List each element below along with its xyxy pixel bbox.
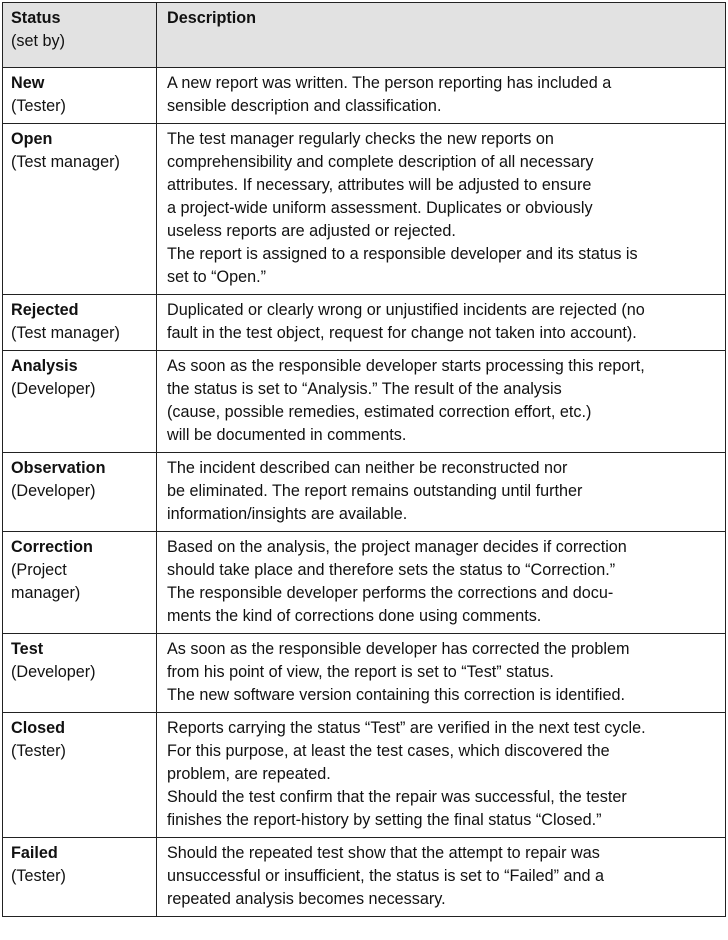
description-line: sensible description and classification. xyxy=(167,97,442,115)
description-line: Should the repeated test show that the attempt to repair was xyxy=(167,844,600,862)
description-line: be eliminated. The report remains outstanding until further xyxy=(167,482,583,500)
status-cell xyxy=(3,351,157,453)
description-cell xyxy=(157,713,726,838)
status-set-by: (Tester) xyxy=(11,97,66,115)
description-line: The report is assigned to a responsible developer and its status is xyxy=(167,245,638,263)
status-name: Analysis xyxy=(11,357,78,375)
status-set-by: (Tester) xyxy=(11,867,66,885)
description-line: ments the kind of corrections done using comments. xyxy=(167,607,542,625)
status-set-by: (Test manager) xyxy=(11,324,120,342)
description-line: problem, are repeated. xyxy=(167,765,331,783)
description-line: The incident described can neither be reconstructed nor xyxy=(167,459,568,477)
status-cell xyxy=(3,713,157,838)
table-body xyxy=(3,68,726,917)
status-cell xyxy=(3,295,157,351)
table-row xyxy=(3,532,726,634)
header-status-sub: (set by) xyxy=(11,32,65,50)
status-set-by: (Tester) xyxy=(11,742,66,760)
header-description-label: Description xyxy=(167,9,257,27)
status-cell xyxy=(3,453,157,532)
description-line: from his point of view, the report is set to “Test” status. xyxy=(167,663,554,681)
description-cell xyxy=(157,634,726,713)
status-name: Observation xyxy=(11,459,106,477)
table-row xyxy=(3,634,726,713)
description-line: information/insights are available. xyxy=(167,505,408,523)
description-cell xyxy=(157,295,726,351)
description-line: should take place and therefore sets the status to “Correction.” xyxy=(167,561,616,579)
table-row xyxy=(3,838,726,917)
description-line: Based on the analysis, the project manager decides if correction xyxy=(167,538,627,556)
table-row xyxy=(3,351,726,453)
table-row xyxy=(3,124,726,295)
description-line: useless reports are adjusted or rejected. xyxy=(167,222,456,240)
description-line: As soon as the responsible developer starts processing this report, xyxy=(167,357,645,375)
status-cell xyxy=(3,124,157,295)
description-line: the status is set to “Analysis.” The result of the analysis xyxy=(167,380,562,398)
description-cell xyxy=(157,68,726,124)
description-line: The responsible developer performs the corrections and docu- xyxy=(167,584,614,602)
status-set-by: manager) xyxy=(11,584,81,602)
table-row xyxy=(3,295,726,351)
table-header xyxy=(3,3,726,68)
status-cell xyxy=(3,532,157,634)
status-name: Correction xyxy=(11,538,93,556)
status-cell xyxy=(3,68,157,124)
header-description-cell xyxy=(157,3,726,68)
description-line: Should the test confirm that the repair was successful, the tester xyxy=(167,788,627,806)
header-row xyxy=(3,3,726,68)
description-line: set to “Open.” xyxy=(167,268,266,286)
description-line: The new software version containing this correction is identified. xyxy=(167,686,625,704)
status-set-by: (Developer) xyxy=(11,663,96,681)
description-cell xyxy=(157,124,726,295)
description-line: attributes. If necessary, attributes will be adjusted to ensure xyxy=(167,176,592,194)
description-cell xyxy=(157,838,726,917)
header-status-label: Status xyxy=(11,9,61,27)
description-line: (cause, possible remedies, estimated correction effort, etc.) xyxy=(167,403,592,421)
status-name: Test xyxy=(11,640,44,658)
description-line: will be documented in comments. xyxy=(167,426,407,444)
description-line: finishes the report-history by setting the final status “Closed.” xyxy=(167,811,602,829)
status-name: Open xyxy=(11,130,53,148)
status-set-by: (Developer) xyxy=(11,380,96,398)
status-cell xyxy=(3,634,157,713)
status-name: Closed xyxy=(11,719,65,737)
description-cell xyxy=(157,351,726,453)
description-line: unsuccessful or insufficient, the status is set to “Failed” and a xyxy=(167,867,604,885)
description-cell xyxy=(157,532,726,634)
description-line: Reports carrying the status “Test” are verified in the next test cycle. xyxy=(167,719,646,737)
status-set-by: (Developer) xyxy=(11,482,96,500)
description-line: comprehensibility and complete description of all necessary xyxy=(167,153,594,171)
table-row xyxy=(3,453,726,532)
description-line: A new report was written. The person reporting has included a xyxy=(167,74,612,92)
status-cell xyxy=(3,838,157,917)
status-name: Rejected xyxy=(11,301,79,319)
description-line: The test manager regularly checks the new reports on xyxy=(167,130,554,148)
status-name: New xyxy=(11,74,45,92)
description-line: fault in the test object, request for change not taken into account). xyxy=(167,324,637,342)
status-name: Failed xyxy=(11,844,58,862)
description-line: repeated analysis becomes necessary. xyxy=(167,890,446,908)
status-set-by: (Project xyxy=(11,561,67,579)
description-line: Duplicated or clearly wrong or unjustified incidents are rejected (no xyxy=(167,301,645,319)
header-status-cell xyxy=(3,3,157,68)
description-line: For this purpose, at least the test cases, which discovered the xyxy=(167,742,610,760)
status-table xyxy=(2,2,726,917)
description-line: a project-wide uniform assessment. Duplicates or obviously xyxy=(167,199,593,217)
table-row xyxy=(3,68,726,124)
description-cell xyxy=(157,453,726,532)
status-set-by: (Test manager) xyxy=(11,153,120,171)
table-row xyxy=(3,713,726,838)
description-line: As soon as the responsible developer has corrected the problem xyxy=(167,640,630,658)
